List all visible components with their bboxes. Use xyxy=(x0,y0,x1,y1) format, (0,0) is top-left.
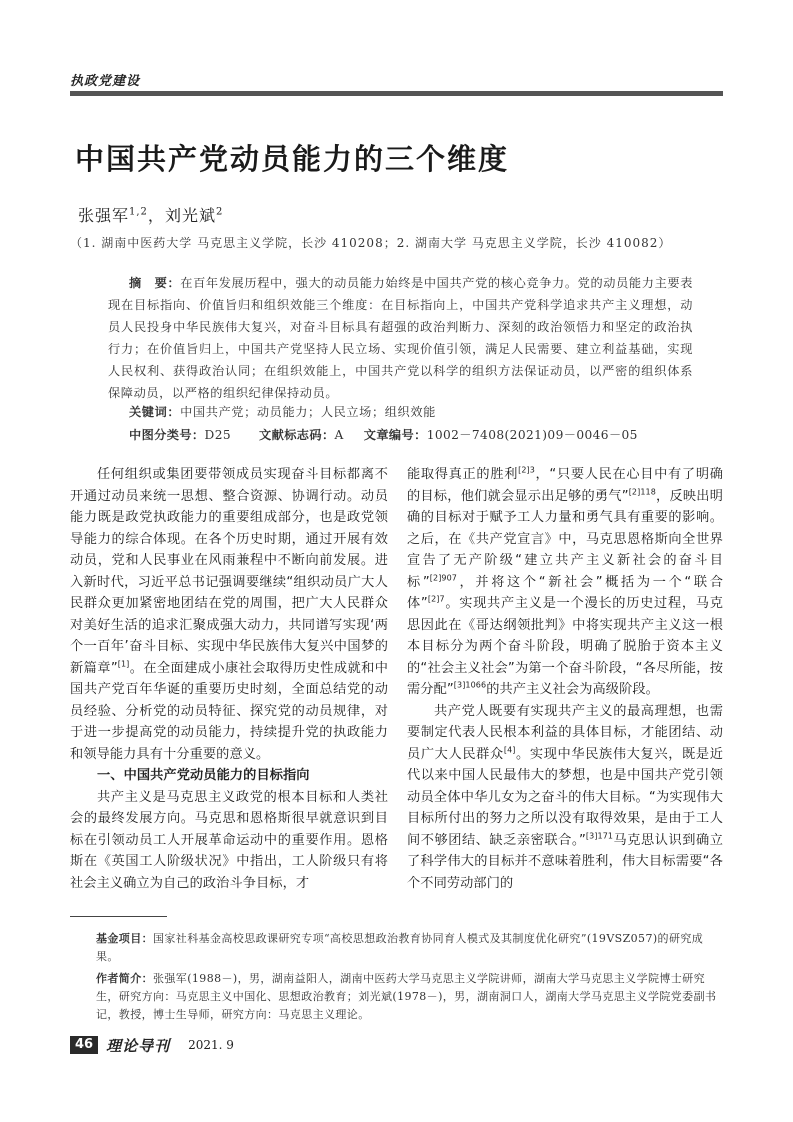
citation-mark: [2]907 xyxy=(429,573,457,583)
funding-label: 基金项目： xyxy=(96,932,153,945)
doccode-value: A xyxy=(334,428,344,442)
bio-text: 张强军(1988－)，男，湖南益阳人，湖南中医药大学马克思主义学院讲师，湖南大学马克思主义学院博士研究生，研究方向：马克思主义中国化、思想政治教育；刘光斌(1978－)，男，湖南洞口人，湖南大学马克思主义学院党委副书记，教授，博士生导师，研究方向：马克思主义理论。 xyxy=(96,972,717,1021)
citation-mark: [2]7 xyxy=(427,594,445,604)
citation-mark: [3]1066 xyxy=(453,680,487,690)
article-title: 中国共产党动员能力的三个维度 xyxy=(75,142,510,176)
citation-mark: [2]118 xyxy=(628,487,656,497)
affiliation: （1. 湖南中医药大学 马克思主义学院，长沙 410208；2. 湖南大学 马克思主义学院，长沙 410082） xyxy=(70,236,672,250)
author-name: 张强军 xyxy=(78,206,130,225)
abstract-text: 在百年发展历程中，强大的动员能力始终是中国共产党的核心竞争力。党的动员能力主要表现在目标指向、价值旨归和组织效能三个维度：在目标指向上，中国共产党科学追求共产主义理想，动员人民投身中华民族伟大复兴，对奋斗目标具有超强的政治判断力、深刻的政治领悟力和坚定的政治执行力；在价值旨归上，中国共产党坚持人民立场、实现价值引领，满足人民需要、建立利益基础，实现人民权利、获得政治认同；在组织效能上，中国共产党以科学的组织方法保证动员，以严密的组织体系保障动员，以严格的组织纪律保持动员。 xyxy=(108,276,693,400)
funding-text: 国家社科基金高校思政课研究专项“高校思想政治教育协同育人模式及其制度优化研究”(19VSZ057)的研究成果。 xyxy=(96,932,704,963)
citation-mark: [1] xyxy=(117,659,130,669)
author-name: 刘光斌 xyxy=(164,206,216,225)
author-affiliation-mark: 2 xyxy=(215,206,224,218)
articleno-label: 文章编号： xyxy=(363,428,427,442)
journal-issue: 2021. 9 xyxy=(188,1038,234,1052)
clc-value: D25 xyxy=(204,428,232,442)
header-rule xyxy=(70,91,723,96)
body-column-right xyxy=(407,464,723,894)
page-footer xyxy=(70,1036,234,1054)
doccode-label: 文献标志码： xyxy=(259,428,335,442)
body-paragraph: 共产党人既要有实现共产主义的最高理想，也需要制定代表人民根本利益的具体目标，才能团结、动员广大人民群众[4]。实现中华民族伟大复兴，既是近代以来中国人民最伟大的梦想，也是中国共产党引领动员全体中华儿女为之奋斗的伟大目标。“为实现伟大目标所付出的努力之所以没有取得效果，是由于工人间不够团结、缺乏亲密联合。”$^{[3]171}$马克思认识到确立了科学伟大的目标并不意味着胜利，伟大目标需要“各个不同劳动部门的 xyxy=(407,703,723,891)
abstract xyxy=(108,272,693,404)
citation-mark: [4] xyxy=(503,745,516,755)
column-tag: 执政党建设 xyxy=(70,74,141,89)
page-number: 46 xyxy=(70,1036,98,1054)
citation-mark: [3]171 xyxy=(585,831,614,841)
author-separator: ， xyxy=(147,206,165,225)
clc-label: 中图分类号： xyxy=(129,428,205,442)
keywords-label: 关键词： xyxy=(129,405,181,419)
bio-label: 作者简介： xyxy=(96,972,153,985)
citation-mark: [2]3 xyxy=(518,465,535,475)
journal-name: 理论导刊 xyxy=(106,1036,171,1055)
author-line xyxy=(78,203,223,226)
body-column-left xyxy=(70,464,388,894)
keywords-text: 中国共产党；动员能力；人民立场；组织效能 xyxy=(180,405,436,419)
body-paragraph: 共产主义是马克思主义政党的根本目标和人类社会的最终发展方向。马克思和恩格斯很早就意识到目标在引领动员工人开展革命运动中的重要作用。恩格斯在《英国工人阶级状况》中指出，工人阶级只有将社会主义确立为自己的政治斗争目标，才 xyxy=(70,789,388,891)
body-paragraph: 能取得真正的胜利$^{[2]3}$，“只要人民在心目中有了明确的目标，他们就会显示出足够的勇气”$^{[2]118}$，反映出明确的目标对于赋予工人力量和勇气具有重要的影响。之后，在《共产党宣言》中，马克思恩格斯向全世界宣告了无产阶级“建立共产主义新社会的奋斗目标”$^{[2]907}$，并将这个“新社会”概括为一个“联合体”$^{[2]7}$。实现共产主义是一个漫长的历史过程，马克思因此在《哥达纲领批判》中将实现共产主义这一根本目标分为两个奋斗阶段，明确了脱胎于资本主义的“社会主义社会”为第一个奋斗阶段，“各尽所能，按需分配”$^{[3]1066}$的共产主义社会为高级阶段。 xyxy=(407,465,724,697)
abstract-label: 摘 要： xyxy=(129,276,181,290)
author-bio-note xyxy=(96,970,721,1024)
funding-note xyxy=(96,930,721,966)
keywords xyxy=(129,403,436,420)
author-affiliation-mark: 1,2 xyxy=(129,206,148,218)
section-heading: 一、中国共产党动员能力的目标指向 xyxy=(97,768,310,783)
footnote-rule xyxy=(70,916,167,917)
body-paragraph: 任何组织或集团要带领成员实现奋斗目标都离不开通过动员来统一思想、整合资源、协调行动。动员能力既是政党执政能力的重要组成部分，也是政党领导能力的综合体现。在各个历史时期，通过开展有效动员，党和人民事业在风雨兼程中不断向前发展。进入新时代，习近平总书记强调要继续“组织动员广大人民群众更加紧密地团结在党的周围，把广大人民群众对美好生活的追求汇聚成强大动力，共同谱写实现‘两个一百年’奋斗目标、实现中华民族伟大复兴中国梦的新篇章”[1]。在全面建成小康社会取得历史性成就和中国共产党百年华诞的重要历史时刻，全面总结党的动员经验、分析党的动员特征、探究党的动员规律，对于进一步提高党的动员能力，持续提升党的执政能力和领导能力具有十分重要的意义。 xyxy=(70,467,388,762)
footnotes xyxy=(96,930,721,1028)
articleno-value: 1002－7408(2021)09－0046－05 xyxy=(426,428,638,442)
classification-line xyxy=(129,426,638,443)
